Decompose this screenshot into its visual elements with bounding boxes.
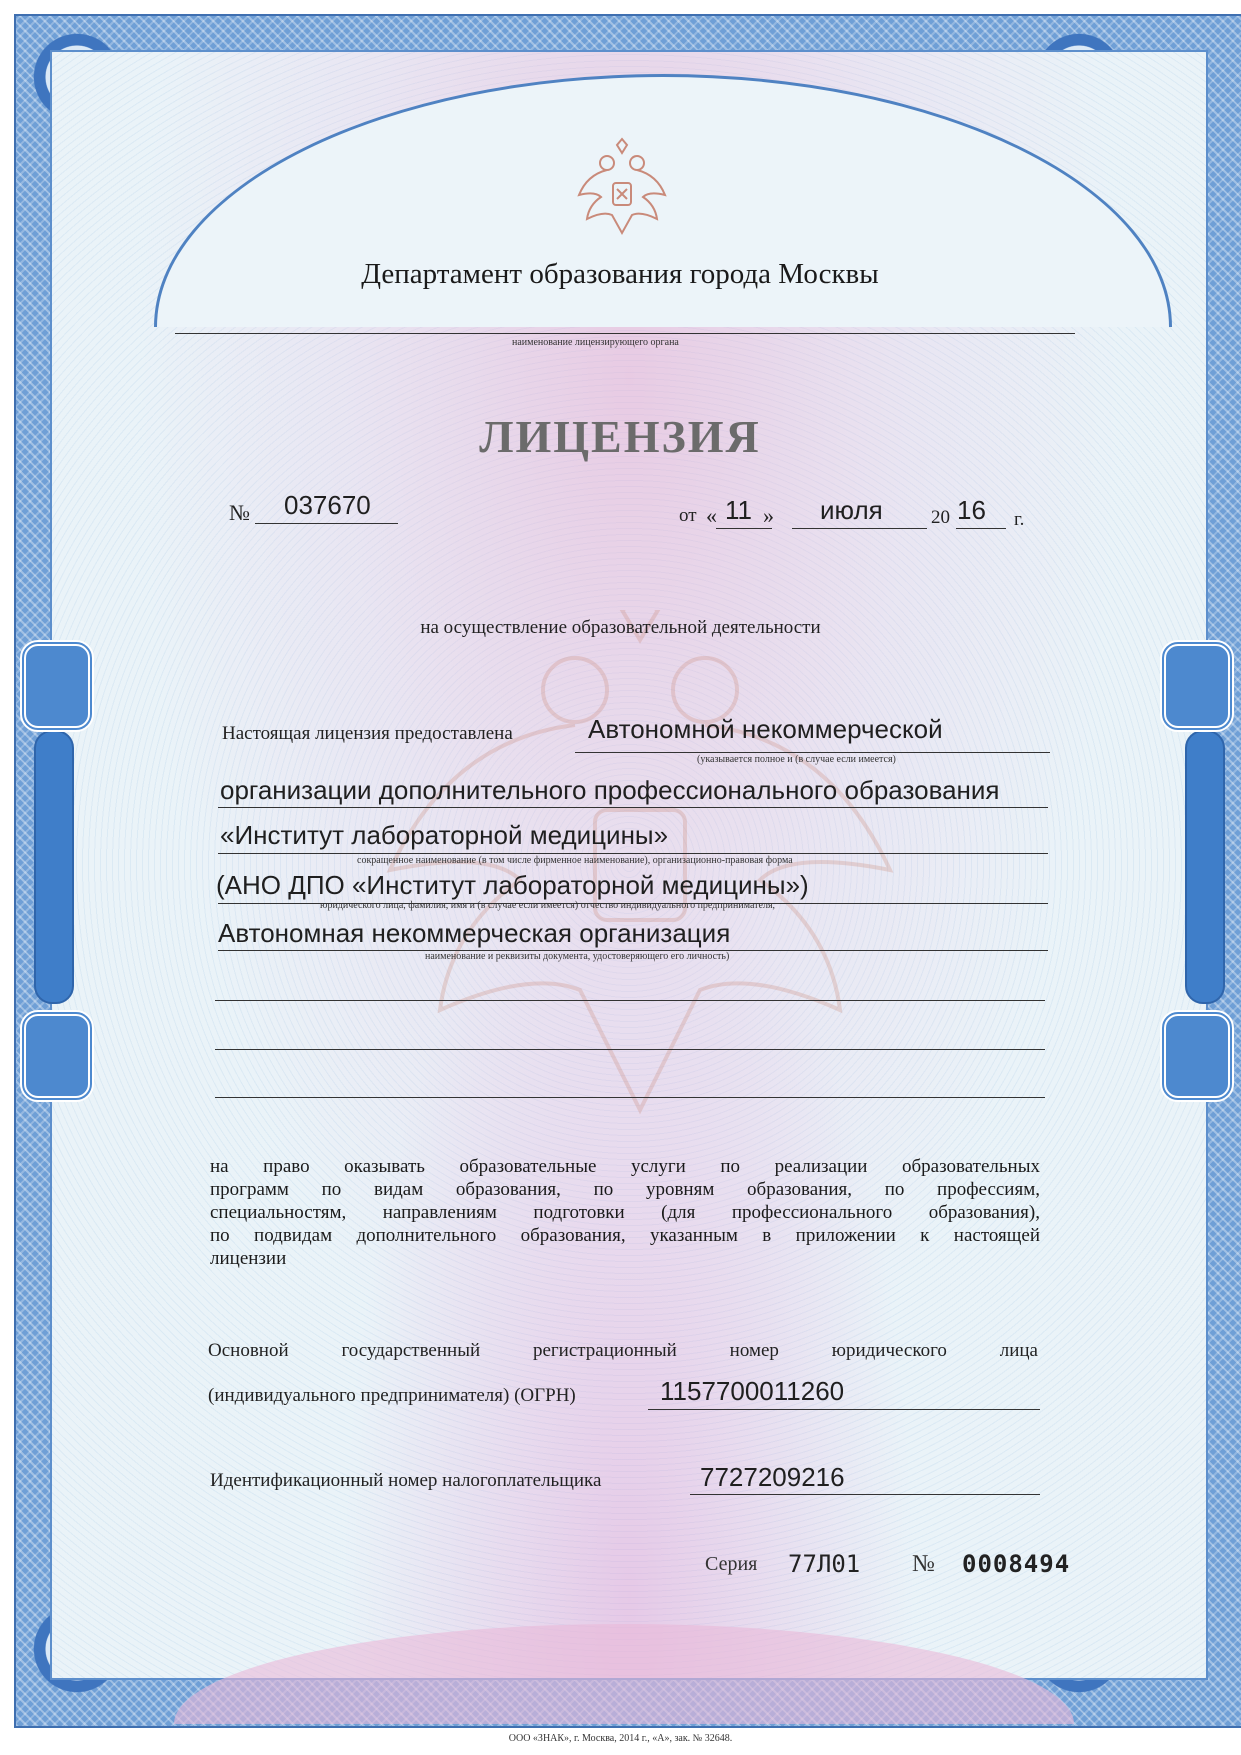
year-prefix: 20 (931, 507, 950, 528)
ogrn-underline (648, 1409, 1040, 1410)
form-number: 0008494 (962, 1550, 1071, 1578)
inn-label: Идентификационный номер налогоплательщика (210, 1470, 602, 1491)
form-number-sign: № (912, 1551, 935, 1577)
blank-line-3 (215, 1097, 1045, 1098)
ogrn-label-line-1-text: Основной государственный регистрационный номер юридического лица (208, 1340, 1038, 1361)
inn-value: 7727209216 (700, 1462, 845, 1492)
series-label: Серия (705, 1553, 758, 1575)
authority-underline (175, 333, 1075, 334)
right-side-band (1185, 730, 1225, 1004)
document-title: ЛИЦЕНЗИЯ (479, 411, 761, 462)
series-value: 77Л01 (788, 1550, 861, 1578)
grantee-caption-5: наименование и реквизиты документа, удостоверяющего его личность) (425, 951, 730, 962)
grantee-caption-3: сокращенное наименование (в том числе фирменное наименование), организационно-правовая форма (357, 855, 793, 866)
rights-paragraph (210, 1155, 1040, 1270)
coat-of-arms-emblem (567, 135, 677, 245)
blank-line-2 (215, 1049, 1045, 1050)
grantee-line-3: «Институт лабораторной медицины» (220, 820, 669, 850)
left-knot-ornament-top (20, 640, 94, 732)
grantee-underline-2 (218, 807, 1048, 808)
date-quote-open: « (706, 503, 717, 528)
month-underline (792, 528, 927, 529)
date-quote-close: » (763, 503, 774, 528)
grantee-caption-1: (указывается полное и (в случае если имеется) (697, 754, 896, 765)
authority-caption: наименование лицензирующего органа (512, 337, 679, 348)
blank-line-1 (215, 1000, 1045, 1001)
rights-line-2: программ по видам образования, по уровням образования, по профессиям, (210, 1179, 1040, 1200)
license-purpose: на осуществление образовательной деятельности (420, 617, 821, 638)
license-number-sign: № (229, 500, 250, 525)
year-mark: г. (1014, 509, 1025, 530)
right-knot-ornament-bottom (1160, 1010, 1234, 1102)
day-underline (716, 528, 772, 529)
grantee-line-1: Автономной некоммерческой (588, 714, 943, 744)
grantee-underline-3 (218, 853, 1048, 854)
grantee-intro: Настоящая лицензия предоставлена (222, 723, 513, 744)
ogrn-label-line-2: (индивидуального предпринимателя) (ОГРН) (208, 1385, 576, 1406)
rights-line-5: лицензии (210, 1248, 287, 1269)
rights-line-1: на право оказывать образовательные услуги по реализации образовательных (210, 1156, 1040, 1177)
ogrn-value: 1157700011260 (660, 1376, 845, 1406)
year-underline (956, 528, 1006, 529)
license-year: 16 (957, 495, 986, 525)
licensing-authority: Департамент образования города Москвы (361, 258, 879, 290)
license-month: июля (820, 495, 883, 525)
grantee-caption-4: юридического лица, фамилия, имя и (в случае если имеется) отчество индивидуального предпринимателя, (320, 900, 776, 911)
grantee-line-5: Автономная некоммерческая организация (218, 918, 731, 948)
license-number: 037670 (284, 490, 371, 520)
license-number-underline (255, 523, 398, 524)
printer-imprint: ООО «ЗНАК», г. Москва, 2014 г., «А», зак. № 32648. (508, 1733, 733, 1744)
grantee-underline-1 (575, 752, 1050, 753)
rights-line-3: специальностям, направлениям подготовки (для профессионального образования), (210, 1202, 1040, 1223)
grantee-line-2: организации дополнительного профессионального образования (220, 775, 1000, 805)
date-from-label: от (679, 505, 697, 526)
left-side-band (34, 730, 74, 1004)
left-knot-ornament-bottom (20, 1010, 94, 1102)
license-day: 11 (725, 495, 752, 525)
inn-underline (690, 1494, 1040, 1495)
grantee-line-4: (АНО ДПО «Институт лабораторной медицины») (216, 870, 809, 900)
right-knot-ornament-top (1160, 640, 1234, 732)
rights-line-4: по подвидам дополнительного образования, указанным в приложении к настоящей (210, 1225, 1040, 1246)
ogrn-label-line-1 (208, 1340, 1038, 1362)
